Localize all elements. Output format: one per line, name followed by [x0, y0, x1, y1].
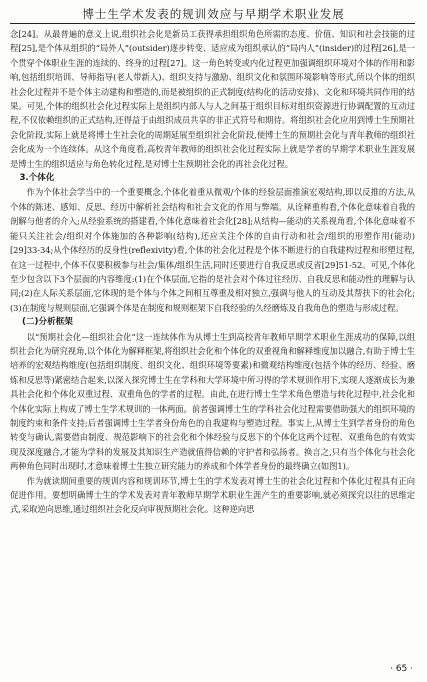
paragraph-analytical-framework: 以“预期社会化—组织社会化”这一连续体作为从博士生到高校青年教师早期学术职业生涯成功的保障,以组织社会化为研究视角,以个体化为解释框架,将组织社会化和个体化的双重视角和解释维度加以融合,有助于博士生培养的宏观结构维度(包括组织制度、组织文化、组织环境等要素)和微观结构维度(包括个体的经历、经验、磨炼和反思等)紧密结合起来,以深入探究博士生在学科和大学环境中所习得的学术规训作用下,实现人逐渐成长为兼具社会化和个体化双重过程、双重角色的学者的过程。由此,在进行博士生学术角色塑造与转化过程中,社会化和个体化实际上构成了博士生学术规训的一体两面。前者强调博士生的学科社会化过程需要借助强大的组织环境的制度约束和条件支持;后者强调博士生学者身份角色的自我建构与塑造过程。事实上,从博士生到学者身份的角色转变与确认,需要借由制度、规范影响下的社会化和个体经验与反思下的个体化这两个过程、双重角色的有效实现及深度融合,才能为学科的发展及其知识生产造就值得信赖的守护者和弘扬者。换言之,只有当个体化与社会化两种角色同时出现时,才意味着博士生独立研究能力的养成和个体学者身份的最终确立(如图1)。 [10, 331, 415, 472]
paragraph-individualization: 作为个体社会学当中的一个重要概念,个体化着重从微观/个体的经验层面推演宏观结构,即以反推的方法,从个体的陈述、感知、反思、经历中解析社会结构和社会文化的作用与弊端。从诠释重构看,个体化意味着自我的剖解与他者的介入;从经验系统的搭建看,个体化意味着社会化[28];从结构—能动的关系视角看,个体化意味着不能只关注社会/组织对个体施加的各种影响(结构),还应关注个体的自由行动和社会/组织的形塑作用(能动)[29]33-34;从个体经历的反身性(reflexivity)看,个体的社会化过程是个体不断进行的自我建构过程和形塑过程,在这一过程中,个体不仅要积极参与社会/集体/组织生活,同时还要进行自我反思或反省[29]51-52。可见,个体化至少包含以下3个层面的内容维度:(1)在个体层面,它指的是社会对个体过往经历、自我反思和能动性的理解与认同;(2)在人际关系层面,它体现的是个体与个体之间相互尊重及相对独立,强调与他人的互动及其帮扶下的社会化;(3)在制度与规则层面,它强调个体是在制度和规则框架下自我经验的久经磨炼及自我角色的塑造与形成过程。 [10, 187, 415, 313]
paragraph-organizational-socialization: 念[24]。从最普遍的意义上说,组织社会化是新员工获得承担组织角色所需的态度、价值、知识和社会技能的过程[25],是个体从组织的“局外人”(outsider)逐步转变、适应成为组织承认的“局内人”(insider)的过程[26],是一个贯穿个体职业生涯的连续的、终身的过程[27]。这一角色转变或内化过程更加强调组织环境对个体的作用和影响,包括组织培训、导师指导(老人带新人)、组织支持与激励、组织文化和氛围环境影响等形式,所以个体的组织社会化过程并不是个体主动建构和塑造的,而是被组织的正式制度(结构化的活动安排)、文化和环境共同作用的结果。可见,个体的组织社会化过程实际上是组织内部人与人之间基于组织目标对组织资源进行协调配置的互动过程,不仅依赖组织的正式结构,还得益于由组织成员共享的非正式符号和期待。将组织社会化应用到博士生预期社会化阶段,实际上就是将博士生社会化的周期延展至组织社会化阶段,使博士生的预期社会化与青年教师的组织社会化成为一个连续体。从这个角度看,高校青年教师的组织社会化过程实际上就是学者的早期学术职业生涯发展是博士生的组织适应与角色转化过程,是对博士生预期社会化的再社会化过程。 [10, 29, 415, 169]
article-body [10, 27, 415, 517]
running-header: 博士生学术发表的规训效应与早期学术职业发展 [82, 7, 345, 21]
page-number: · 65 · [390, 664, 413, 674]
paragraph-academic-publication: 作为就读期间重要的规训内容和规训环节,博士生的学术发表对博士生的社会化过程和个体化过程具有正向促进作用。要想明确博士生的学术发表对青年教师早期学术职业生涯产生的重要影响,就必须探究以往的思维定式,采取逆向思维,通过组织社会化反向审视预期社会化。这种逆向思 [10, 475, 415, 515]
section-heading-analytical-framework: (二)分析框架 [22, 317, 73, 328]
header-divider [10, 23, 415, 24]
section-heading-individualization: 3.个体化 [19, 173, 55, 184]
